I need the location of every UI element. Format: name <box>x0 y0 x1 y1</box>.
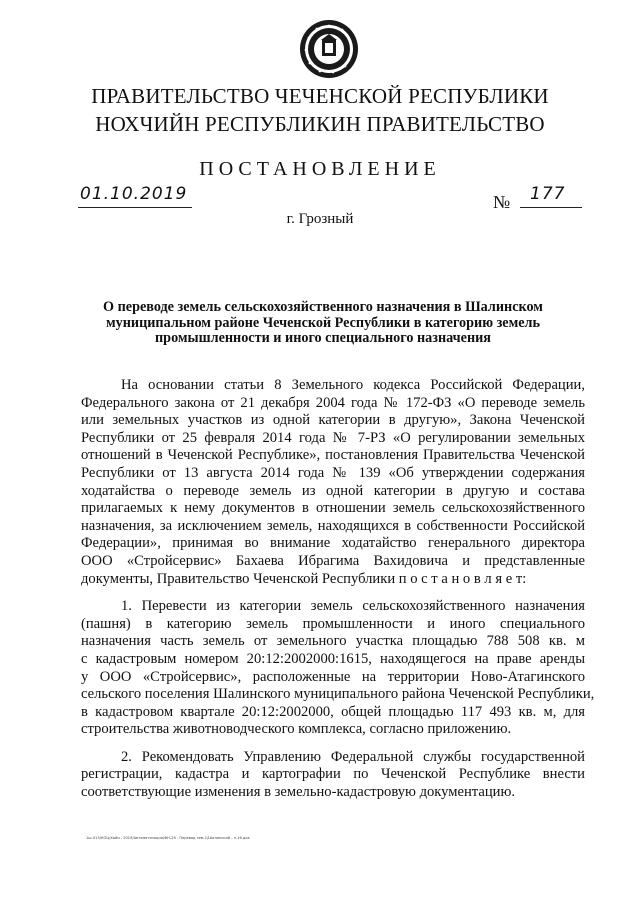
government-title-russian: ПРАВИТЕЛЬСТВО ЧЕЧЕНСКОЙ РЕСПУБЛИКИ <box>91 84 549 108</box>
decree-title <box>74 300 572 347</box>
document-type-heading: ПОСТАНОВЛЕНИЕ <box>199 158 441 180</box>
text-line: прилагаемых к нему документов в отношении земель сельскохозяйственного <box>81 500 585 517</box>
clause-1-paragraph <box>81 598 595 739</box>
text-line: отношений в Чеченской Республике», постановления Правительства Чеченской <box>81 447 585 464</box>
text-line: ходатайства о переводе земель из одной категории в другую и состава <box>81 482 585 499</box>
decree-title-line: муниципальном районе Чеченской Республики в категорию земель <box>105 314 541 331</box>
text-line: назначения часть земель от земельного участка площадью 788 508 кв. м <box>81 633 585 650</box>
decree-date-field <box>78 186 192 208</box>
decree-number-value: 177 <box>530 184 566 204</box>
text-line: Федерального закона от 21 декабря 2004 года № 172-ФЗ «О переводе земель <box>81 394 585 411</box>
text-line: строительства животноводческого комплекса, согласно приложению. <box>81 721 512 738</box>
text-line: сельского поселения Шалинского муниципального района Чеченской Республики, <box>81 686 595 703</box>
text-line: 1. Перевести из категории земель сельскохозяйственного назначения <box>121 598 585 615</box>
text-line: соответствующие изменения в земельно-кадастровую документацию. <box>81 784 516 801</box>
text-line: Республики от 25 февраля 2014 года № 7-РЗ «О регулировании земельных <box>81 429 585 446</box>
issuing-city: г. Грозный <box>286 211 354 227</box>
text-line: регистрации, кадастра и картографии по Чеченской Республике внести <box>81 766 585 783</box>
clause-2-paragraph <box>81 749 585 802</box>
text-line: документы, Правительство Чеченской Республики п о с т а н о в л я е т: <box>81 570 527 587</box>
decree-number-field <box>520 186 582 208</box>
text-line: или земельных участков из одной категории в другую», Закона Чеченской <box>81 412 585 429</box>
decree-title-line: промышленности и иного специального назначения <box>155 330 491 346</box>
file-path-footnote: 1ш-015/КОЦ/Хайи - 2019/Автоматизация/ФН-26 - Перевод зем-1/Шалинский - н.16.док <box>86 836 250 840</box>
text-line: (пашня) в категорию земель промышленности и иного специального <box>81 615 585 632</box>
text-line: с кадастровым номером 20:12:2002000:1615, находящегося на праве аренды <box>81 650 585 667</box>
chechen-republic-emblem-icon <box>298 18 360 80</box>
text-line: в кадастровом квартале 20:12:2002000, общей площадью 117 493 кв. м, для <box>81 703 585 720</box>
decree-body <box>81 377 595 802</box>
decree-title-line: О переводе земель сельскохозяйственного назначения в Шалинском <box>103 299 543 315</box>
government-title-chechen: НОХЧИЙН РЕСПУБЛИКИН ПРАВИТЕЛЬСТВО <box>95 112 545 136</box>
text-line: На основании статьи 8 Земельного кодекса Российской Федерации, <box>121 377 585 393</box>
text-line: Республики от 13 августа 2014 года № 139 «Об утверждении содержания <box>81 464 585 481</box>
text-line: назначения, за исключением земель, находящихся в собственности Российской <box>81 517 585 534</box>
preamble-paragraph <box>81 377 585 588</box>
text-line: 2. Рекомендовать Управлению Федеральной службы государственной <box>121 748 585 765</box>
text-line: ООО «Стройсервис» Бахаева Ибрагима Вахидовича и представленные <box>81 552 585 569</box>
decree-number-label: № <box>493 192 511 212</box>
text-line: у ООО «Стройсервис», расположенные на территории Ново-Атагинского <box>81 668 585 685</box>
decree-date-value: 01.10.2019 <box>80 184 188 204</box>
text-line: Федерации», принимая во внимание ходатайство генерального директора <box>81 535 585 552</box>
